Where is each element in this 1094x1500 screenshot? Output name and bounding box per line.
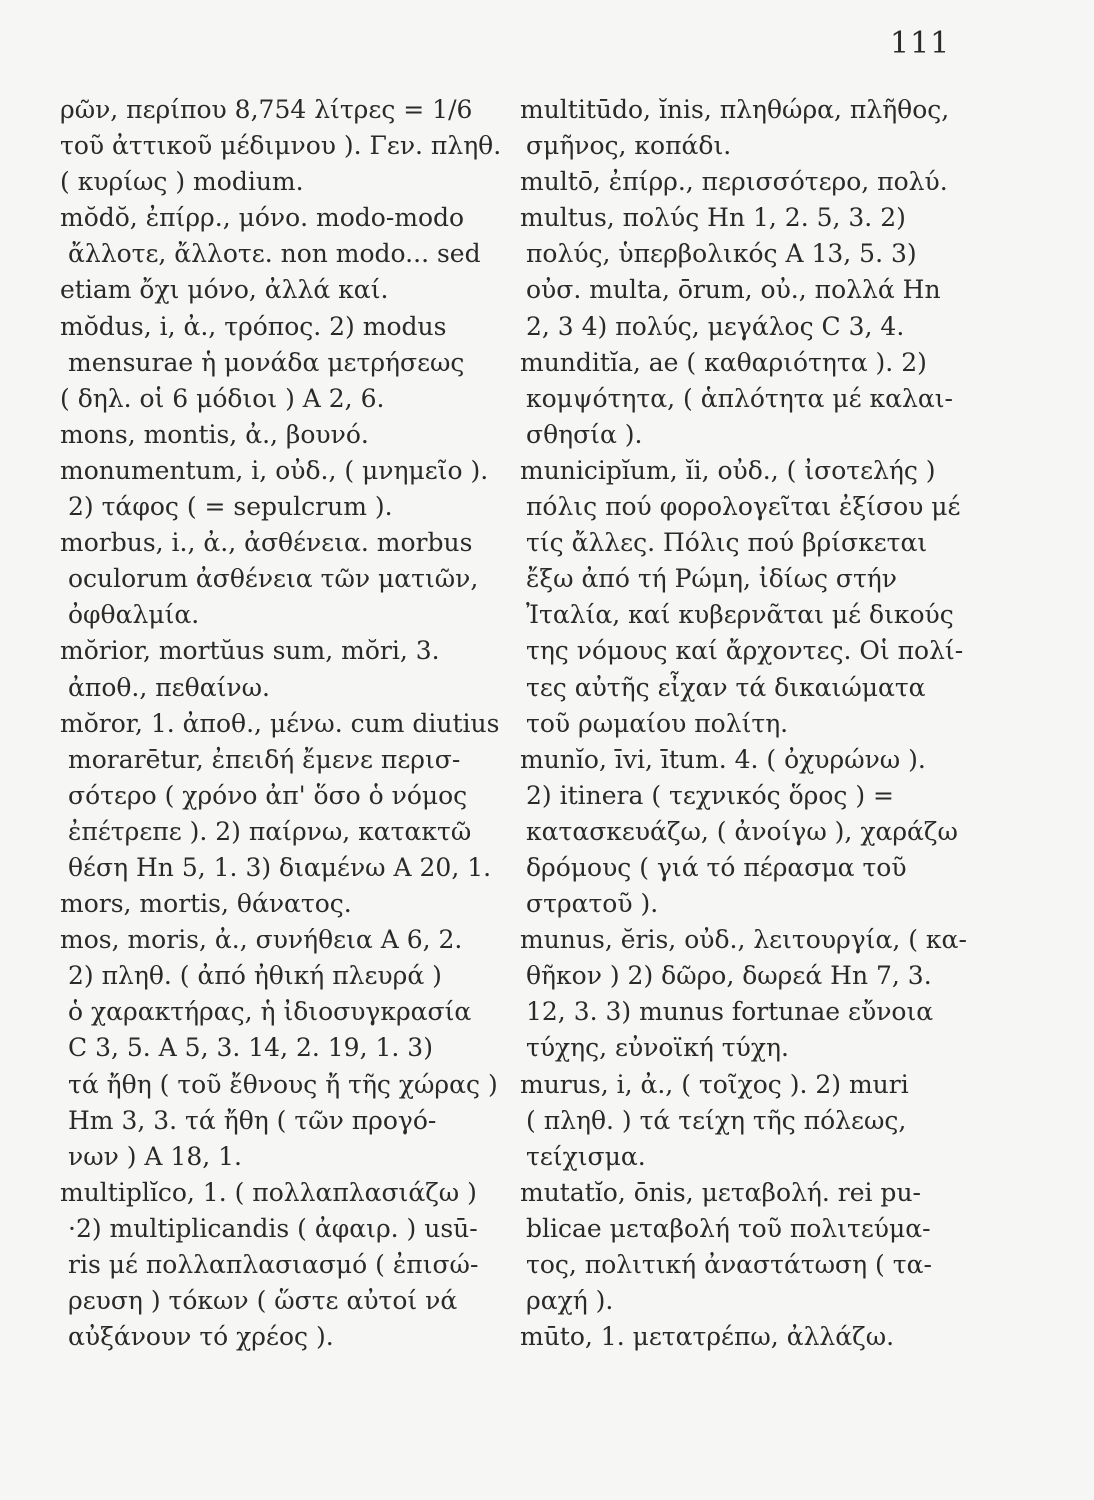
entry-headword-line: etiam ὄχι μόνο, ἀλλά καί. (60, 275, 389, 305)
entry-headword-line: mŏdus, i, ἀ., τρόπος. 2) modus (60, 311, 447, 341)
entry-continuation-line: σότερο ( χρόνο ἀπ' ὅσο ὁ νόμος (68, 780, 468, 810)
entry-continuation-line: ὀφθαλμία. (68, 600, 200, 630)
entry-headword-line: ( κυρίως ) modium. (60, 167, 304, 197)
entry-continuation-line: ἄλλοτε, ἄλλοτε. non modo... sed (68, 239, 481, 269)
entry-headword-line: munus, ĕris, οὐδ., λειτουργία, ( κα- (520, 925, 967, 955)
entry-continuation-line: τος, πολιτική ἀναστάτωση ( τα- (526, 1250, 932, 1279)
entry-continuation-line: Hm 3, 3. τά ἤθη ( τῶν προγό- (68, 1105, 437, 1135)
entry-continuation-line: morarētur, ἐπειδή ἔμενε περισ- (68, 744, 461, 774)
entry-continuation-line: ἔξω ἀπό τή Ρώμη, ἰδίως στήν (526, 564, 897, 594)
entry-continuation-line: mensurae ἡ μονάδα μετρήσεως (68, 347, 465, 377)
entry-continuation-line: οὐσ. multa, ōrum, οὐ., πολλά Hn (526, 275, 941, 305)
entry-continuation-line: 12, 3. 3) munus fortunae εὔνοια (526, 997, 934, 1027)
entry-continuation-line: θέση Hn 5, 1. 3) διαμένω A 20, 1. (68, 852, 492, 882)
entry-headword-line: mons, montis, ἀ., βουνό. (60, 419, 369, 449)
entry-headword-line: mos, moris, ἀ., συνήθεια A 6, 2. (60, 925, 463, 955)
entry-continuation-line: κατασκευάζω, ( ἀνοίγω ), χαράζω (526, 816, 958, 846)
entry-headword-line: ρῶν, περίπου 8,754 λίτρες = 1/6 (60, 95, 473, 124)
entry-headword-line: municipĭum, ĭi, οὐδ., ( ἰσοτελής ) (520, 455, 936, 485)
entry-headword-line: multō, ἐπίρρ., περισσότερο, πολύ. (520, 167, 948, 197)
entry-continuation-line: της νόμους καί ἄρχοντες. Οἱ πολί- (526, 636, 964, 666)
entry-continuation-line: πόλις πού φορολογεῖται ἐξίσου μέ (526, 492, 961, 522)
entry-continuation-line: ·2) multiplicandis ( ἀφαιρ. ) usū- (68, 1213, 478, 1243)
entry-continuation-line: ρευση ) τόκων ( ὥστε αὐτοί νά (68, 1286, 458, 1316)
entry-continuation-line: 2) itinera ( τεχνικός ὅρος ) = (526, 780, 894, 810)
entry-continuation-line: τες αὐτῆς εἶχαν τά δικαιώματα (526, 672, 926, 702)
entry-continuation-line: θῆκον ) 2) δῶρο, δωρεά Hn 7, 3. (526, 961, 932, 991)
entry-continuation-line: 2) τάφος ( = sepulcrum ). (68, 492, 393, 522)
entry-continuation-line: τίς ἄλλες. Πόλις πού βρίσκεται (526, 528, 928, 558)
entry-continuation-line: τοῦ ρωμαίου πολίτη. (526, 708, 789, 738)
entry-headword-line: munditĭa, ae ( καθαριότητα ). 2) (520, 347, 927, 377)
entry-headword-line: multiplĭco, 1. ( πολλαπλασιάζω ) (60, 1177, 477, 1207)
entry-continuation-line: σθησία ). (526, 419, 643, 449)
entry-continuation-line: blicae μεταβολή τοῦ πολιτεύμα- (526, 1213, 931, 1243)
entry-continuation-line: πολύς, ὑπερβολικός A 13, 5. 3) (526, 239, 917, 269)
entry-continuation-line: 2, 3 4) πολύς, μεγάλος C 3, 4. (526, 311, 905, 341)
entry-headword-line: morbus, i., ἀ., ἀσθένεια. morbus (60, 528, 473, 558)
right-column (520, 92, 970, 1355)
entry-continuation-line: oculorum ἀσθένεια τῶν ματιῶν, (68, 564, 479, 594)
entry-headword-line: mŏror, 1. ἀποθ., μένω. cum diutius (60, 708, 500, 738)
left-column (60, 92, 515, 1355)
entry-continuation-line: αὐξάνουν τό χρέος ). (68, 1322, 334, 1352)
entry-headword-line: mutatĭo, ōnis, μεταβολή. rei pu- (520, 1177, 921, 1207)
entry-continuation-line: τείχισμα. (526, 1141, 646, 1171)
entry-headword-line: multus, πολύς Hn 1, 2. 5, 3. 2) (520, 203, 906, 233)
entry-continuation-line: ἐπέτρεπε ). 2) παίρνω, κατακτῶ (68, 816, 472, 846)
entry-continuation-line: τά ἤθη ( τοῦ ἔθνους ἤ τῆς χώρας ) (68, 1069, 498, 1099)
entry-headword-line: mūto, 1. μετατρέπω, ἀλλάζω. (520, 1322, 895, 1352)
entry-continuation-line: ἀποθ., πεθαίνω. (68, 672, 270, 702)
entry-continuation-line: ris μέ πολλαπλασιασμό ( ἐπισώ- (68, 1250, 479, 1279)
entry-headword-line: mŏrior, mortŭus sum, mŏri, 3. (60, 636, 440, 666)
entry-continuation-line: Ἰταλία, καί κυβερνᾶται μέ δικούς (526, 600, 954, 630)
entry-headword-line: murus, i, ἀ., ( τοῖχος ). 2) muri (520, 1069, 909, 1099)
entry-continuation-line: ( πληθ. ) τά τείχη τῆς πόλεως, (526, 1105, 907, 1135)
page-number: 111 (890, 26, 951, 61)
entry-continuation-line: C 3, 5. A 5, 3. 14, 2. 19, 1. 3) (68, 1033, 433, 1063)
entry-headword-line: multitūdo, ĭnis, πληθώρα, πλῆθος, (520, 95, 950, 124)
entry-headword-line: monumentum, i, οὐδ., ( μνημεῖο ). (60, 455, 489, 485)
entry-headword-line: munĭo, īvi, ītum. 4. ( ὀχυρώνω ). (520, 744, 926, 774)
entry-headword-line: ( δηλ. οἱ 6 μόδιοι ) A 2, 6. (60, 383, 385, 413)
entry-continuation-line: δρόμους ( γιά τό πέρασμα τοῦ (526, 852, 907, 882)
entry-continuation-line: νων ) A 18, 1. (68, 1141, 242, 1171)
entry-continuation-line: στρατοῦ ). (526, 889, 659, 919)
entry-continuation-line: κομψότητα, ( ἁπλότητα μέ καλαι- (526, 383, 954, 413)
entry-continuation-line: ραχή ). (526, 1286, 614, 1316)
entry-continuation-line: ὁ χαρακτήρας, ἡ ἰδιοσυγκρασία (68, 997, 472, 1027)
entry-headword-line: mors, mortis, θάνατος. (60, 889, 352, 919)
entry-continuation-line: σμῆνος, κοπάδι. (526, 131, 732, 161)
entry-continuation-line: τύχης, εὐνοϊκή τύχη. (526, 1033, 789, 1063)
entry-headword-line: τοῦ ἀττικοῦ μέδιμνου ). Γεν. πληθ. (60, 131, 502, 161)
entry-continuation-line: 2) πληθ. ( ἀπό ἠθική πλευρά ) (68, 961, 442, 991)
entry-headword-line: mŏdŏ, ἐπίρρ., μόνο. modo-modo (60, 203, 465, 233)
